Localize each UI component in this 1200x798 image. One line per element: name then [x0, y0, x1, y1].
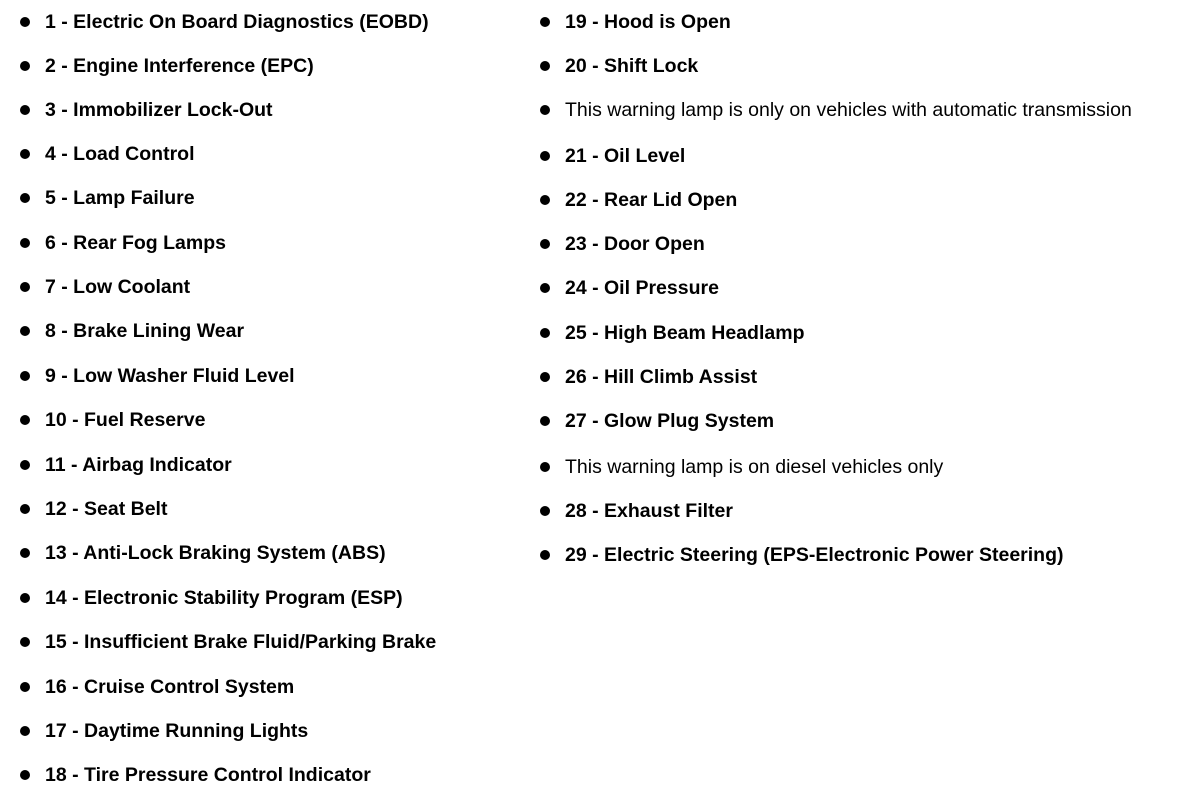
list-item-note [540, 96, 1132, 124]
bullet-icon [540, 17, 550, 27]
list-item [540, 186, 737, 214]
list-item [20, 539, 386, 567]
list-item [20, 184, 195, 212]
list-item-label: 20 - Shift Lock [565, 55, 699, 77]
bullet-icon [540, 105, 550, 115]
list-item-label: 29 - Electric Steering (EPS-Electronic Power Steering) [565, 544, 1064, 566]
list-item [20, 140, 195, 168]
bullet-icon [540, 61, 550, 71]
bullet-icon [20, 726, 30, 736]
list-item [540, 8, 731, 36]
list-item-label: This warning lamp is on diesel vehicles only [565, 456, 944, 478]
list-item [540, 230, 705, 258]
bullet-icon [20, 593, 30, 603]
list-item-label: 17 - Daytime Running Lights [45, 720, 309, 742]
list-item-label: 21 - Oil Level [565, 145, 686, 167]
bullet-icon [20, 770, 30, 780]
bullet-icon [540, 328, 550, 338]
bullet-icon [20, 548, 30, 558]
list-item-label: 16 - Cruise Control System [45, 676, 295, 698]
list-item-label: 12 - Seat Belt [45, 498, 168, 520]
bullet-icon [20, 504, 30, 514]
list-item [20, 495, 167, 523]
bullet-icon [20, 149, 30, 159]
list-item-label: 28 - Exhaust Filter [565, 500, 733, 522]
bullet-icon [540, 506, 550, 516]
list-item-label: 11 - Airbag Indicator [45, 454, 232, 476]
list-item [20, 229, 226, 257]
list-item-label: 7 - Low Coolant [45, 276, 191, 298]
list-item-label: 8 - Brake Lining Wear [45, 320, 245, 342]
list-item [20, 761, 371, 789]
list-item [20, 717, 308, 745]
bullet-icon [20, 193, 30, 203]
bullet-icon [540, 372, 550, 382]
bullet-icon [540, 195, 550, 205]
list-item-label: 22 - Rear Lid Open [565, 189, 738, 211]
list-item-label: 3 - Immobilizer Lock-Out [45, 99, 273, 121]
list-item [20, 273, 190, 301]
bullet-icon [20, 371, 30, 381]
list-item-label: 15 - Insufficient Brake Fluid/Parking Brake [45, 631, 437, 653]
list-item-label: 27 - Glow Plug System [565, 410, 775, 432]
list-item-label: 14 - Electronic Stability Program (ESP) [45, 587, 403, 609]
list-item-label: 2 - Engine Interference (EPC) [45, 55, 314, 77]
list-item-label: 19 - Hood is Open [565, 11, 731, 33]
list-item-label: 5 - Lamp Failure [45, 187, 195, 209]
list-item [20, 451, 232, 479]
list-item-label: 10 - Fuel Reserve [45, 409, 206, 431]
bullet-icon [20, 17, 30, 27]
list-item [20, 362, 295, 390]
list-item-label: 24 - Oil Pressure [565, 277, 719, 299]
list-item-label: 6 - Rear Fog Lamps [45, 232, 226, 254]
bullet-icon [540, 550, 550, 560]
bullet-icon [20, 105, 30, 115]
list-item [20, 406, 205, 434]
bullet-icon [20, 682, 30, 692]
list-item [540, 363, 757, 391]
list-item [540, 142, 685, 170]
bullet-icon [540, 239, 550, 249]
list-item [20, 584, 403, 612]
list-item-label: 13 - Anti-Lock Braking System (ABS) [45, 542, 386, 564]
list-item-note [540, 453, 943, 481]
bullet-icon [20, 282, 30, 292]
list-item [540, 497, 733, 525]
list-item-label: 25 - High Beam Headlamp [565, 322, 805, 344]
list-item [540, 274, 719, 302]
bullet-icon [20, 61, 30, 71]
bullet-icon [20, 326, 30, 336]
list-item-label: 26 - Hill Climb Assist [565, 366, 758, 388]
list-item [540, 52, 698, 80]
bullet-icon [540, 462, 550, 472]
list-item-label: 4 - Load Control [45, 143, 195, 165]
list-item [20, 628, 436, 656]
bullet-icon [20, 238, 30, 248]
bullet-icon [540, 283, 550, 293]
list-item [20, 52, 314, 80]
list-item [20, 317, 244, 345]
list-item [540, 407, 774, 435]
list-item [20, 8, 429, 36]
list-item-label: 23 - Door Open [565, 233, 705, 255]
list-item-label: 18 - Tire Pressure Control Indicator [45, 764, 371, 786]
list-item [20, 96, 273, 124]
bullet-icon [540, 416, 550, 426]
list-item [540, 319, 804, 347]
list-item-label: 9 - Low Washer Fluid Level [45, 365, 295, 387]
bullet-icon [20, 460, 30, 470]
list-item [540, 541, 1064, 569]
bullet-icon [20, 637, 30, 647]
bullet-icon [20, 415, 30, 425]
list-item [20, 673, 294, 701]
bullet-icon [540, 151, 550, 161]
list-item-label: 1 - Electric On Board Diagnostics (EOBD) [45, 11, 429, 33]
list-item-label: This warning lamp is only on vehicles with automatic transmission [565, 99, 1132, 121]
